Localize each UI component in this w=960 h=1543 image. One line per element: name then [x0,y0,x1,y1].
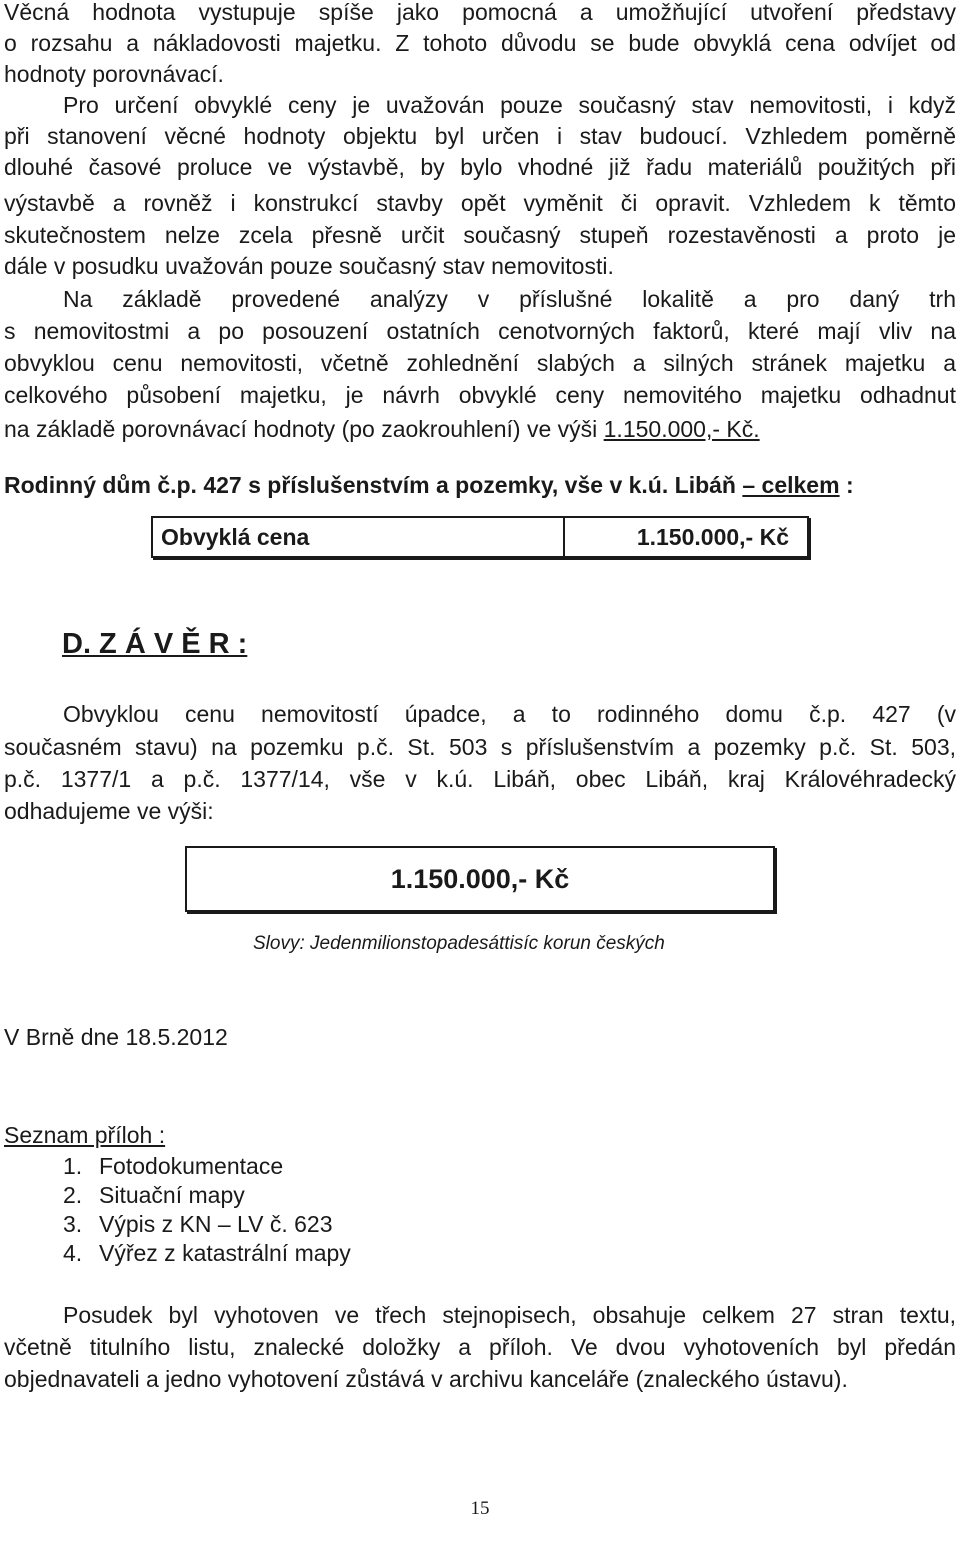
page-number: 15 [470,1498,490,1519]
final-value-box: 1.150.000,- Kč [185,846,775,912]
attachment-item [63,1239,351,1268]
paragraph-line: o rozsahu a nákladovosti majetku. Z tohoto důvodu se bude obvyklá cena odvíjet od [4,30,956,56]
attachment-number: 2. [63,1182,83,1208]
paragraph-line: výstavbě a rovněž i konstrukcí stavby opět vyměnit či opravit. Vzhledem k těmto [4,190,956,216]
price-value: 1.150.000,- Kč [636,524,789,550]
attachment-label: Výřez z katastrální mapy [99,1240,351,1266]
conclusion-line: odhadujeme ve výši: [4,798,214,824]
summary-title-text: Rodinný dům č.p. 427 s příslušenstvím a pozemky, vše v k.ú. Libáň [4,472,743,498]
paragraph-line: Pro určení obvyklé ceny je uvažován pouze současný stav nemovitosti, i když [63,92,956,118]
attachment-item [63,1181,351,1210]
conclusion-line: Obvyklou cenu nemovitostí úpadce, a to rodinného domu č.p. 427 (v [63,701,956,727]
attachment-number: 3. [63,1211,83,1237]
paragraph-line: dále v posudku uvažován pouze současný stav nemovitosti. [4,253,614,279]
date-line: V Brně dne 18.5.2012 [4,1024,228,1050]
paragraph-line: hodnoty porovnávací. [4,61,224,87]
summary-title-dash: – celkem [742,472,840,498]
attachment-item [63,1152,351,1181]
conclusion-heading: D. Z Á V Ě R : [62,628,248,660]
attachment-item [63,1210,351,1239]
price-table [151,516,809,558]
closing-line: objednavateli a jedno vyhotovení zůstává v archivu kanceláře (znaleckého ústavu). [4,1366,848,1392]
paragraph-line: celkového působení majetku, je návrh obvyklé ceny nemovitého majetku odhadnut [4,382,956,408]
summary-title [4,470,854,501]
paragraph-line: s nemovitostmi a po posouzení ostatních cenotvorných faktorů, které mají vliv na [4,318,956,344]
paragraph-line: při stanovení věcné hodnoty objektu byl určen i stav budoucí. Vzhledem poměrně [4,123,956,149]
paragraph-line: Na základě provedené analýzy v příslušné lokalitě a pro daný trh [63,286,956,312]
conclusion-line: p.č. 1377/1 a p.č. 1377/14, vše v k.ú. Libáň, obec Libáň, kraj Královéhradecký [4,766,956,792]
attachment-label: Fotodokumentace [99,1153,284,1179]
conclusion-line: současném stavu) na pozemku p.č. St. 503 s příslušenstvím a pozemky p.č. St. 503, [4,734,956,760]
price-label: Obvyklá cena [153,518,565,556]
attachments-list [63,1152,351,1268]
attachment-number: 4. [63,1240,83,1266]
attachment-label: Situační mapy [99,1182,245,1208]
paragraph-line: dlouhé časové proluce ve výstavbě, by bylo vhodné již řadu materiálů použitých při [4,154,956,180]
attachments-title: Seznam příloh : [4,1122,166,1148]
paragraph-line: Věcná hodnota vystupuje spíše jako pomocná a umožňující utvoření představy [4,0,956,25]
summary-title-end: : [839,472,854,498]
closing-line: Posudek byl vyhotoven ve třech stejnopisech, obsahuje celkem 27 stran textu, [63,1302,956,1328]
amount-in-words: Slovy: Jedenmilionstopadesáttisíc korun českých [253,933,665,954]
paragraph-line-text: na základě porovnávací hodnoty (po zaokrouhlení) ve výši [4,416,604,442]
paragraph-last-line [4,414,956,445]
paragraph-line: skutečnostem nelze zcela přesně určit současný stupeň rozestavěnosti a proto je [4,222,956,248]
estimated-amount: 1.150.000,- Kč. [603,416,760,442]
attachment-number: 1. [63,1153,83,1179]
closing-line: včetně titulního listu, znalecké doložky a příloh. Ve dvou vyhotoveních byl předán [4,1334,956,1360]
paragraph-line: obvyklou cenu nemovitosti, včetně zohlednění slabých a silných stránek majetku a [4,350,956,376]
attachment-label: Výpis z KN – LV č. 623 [99,1211,333,1237]
